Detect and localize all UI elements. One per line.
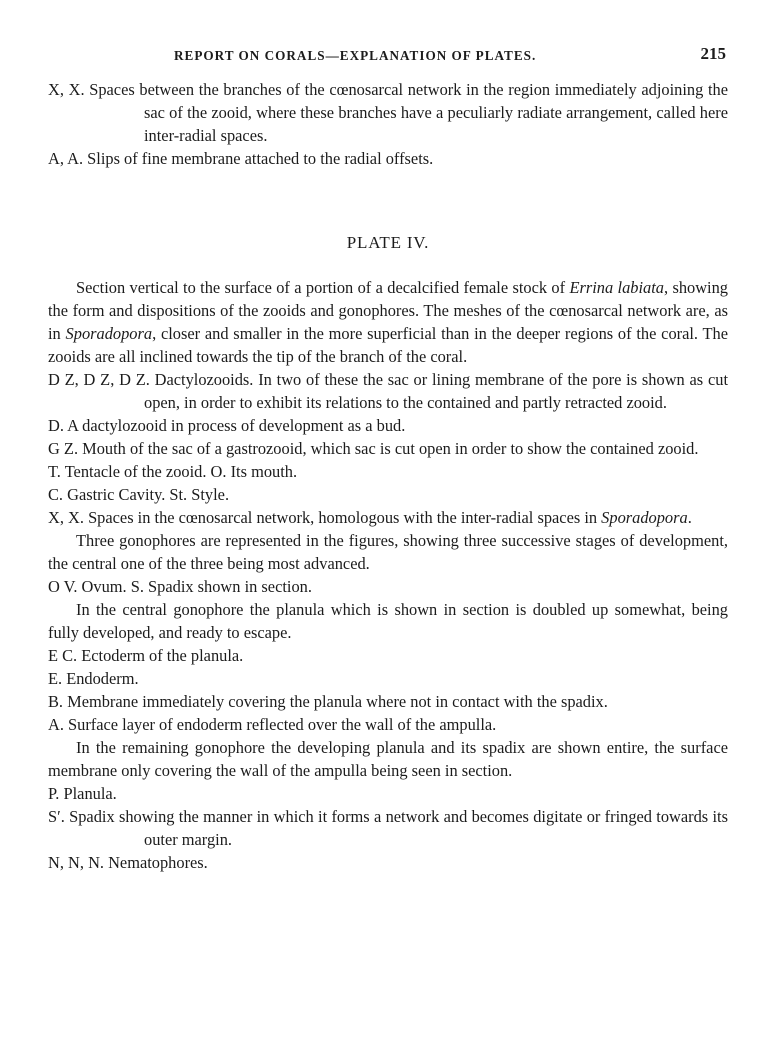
legend-entry: E C. Ectoderm of the planula. — [48, 646, 244, 665]
legend-entry: B. Membrane immediately covering the planula where not in contact with the spadix. — [48, 692, 608, 711]
paragraph-remaining-gonophore: In the remaining gonophore the developing planula and its spadix are shown entire, the surface membrane only covering the wall of the ampulla being seen in section. — [48, 738, 728, 780]
legend-entry: N, N, N. Nematophores. — [48, 853, 208, 872]
genus-name: Sporadopora — [601, 508, 688, 527]
description-text: , closer and smaller in the more superficial than in the deeper regions of the coral. The zooids are all inclined towards the tip of the branch of the coral. — [48, 324, 728, 366]
plate-description — [48, 276, 728, 368]
legend-entry: T. Tentacle of the zooid. O. Its mouth. — [48, 462, 298, 481]
description-text: , showing the form and dispositions of the zooids and gonophores. The meshes of the cœnosarcal network are, as in — [48, 278, 728, 343]
legend-entry: A, A. Slips of fine membrane attached to the radial offsets. — [48, 149, 434, 168]
legend-entry: D Z, D Z, D Z. Dactylozooids. In two of these the sac or lining membrane of the pore is shown as cut open, in order to exhibit its relations to the contained and partly retracted zooid. — [48, 370, 728, 412]
genus-name: Sporadopora — [65, 324, 153, 343]
legend-entry: A. Surface layer of endoderm reflected over the wall of the ampulla. — [48, 715, 497, 734]
legend-entry: G Z. Mouth of the sac of a gastrozooid, which sac is cut open in order to show the contained zooid. — [48, 439, 699, 458]
legend-entry: D. A dactylozooid in process of development as a bud. — [48, 416, 406, 435]
legend-entry: O V. Ovum. S. Spadix shown in section. — [48, 577, 312, 596]
species-name: Errina labiata — [569, 278, 664, 297]
legend-text: X, X. Spaces in the cœnosarcal network, homologous with the inter-radial spaces in — [48, 508, 602, 527]
legend-entry: X, X. Spaces between the branches of the cœnosarcal network in the region immediately adjoining the sac of the zooid, where these branches have a peculiarly radiate arrangement, called here inter-radial spaces. — [48, 80, 728, 145]
legend-entry: S′. Spadix showing the manner in which it forms a network and becomes digitate or fringed towards its outer margin. — [48, 807, 728, 849]
legend-entry — [48, 506, 728, 529]
document-page — [48, 44, 728, 874]
running-header — [48, 44, 728, 68]
running-title: REPORT ON CORALS—EXPLANATION OF PLATES. — [174, 48, 537, 63]
paragraph-central-gonophore: In the central gonophore the planula which is shown in section is doubled up somewhat, being fully developed, and ready to escape. — [48, 600, 728, 642]
legend-entry: P. Planula. — [48, 784, 117, 803]
description-text: Section vertical to the surface of a portion of a decalcified female stock of — [76, 278, 570, 297]
legend-entry: E. Endoderm. — [48, 669, 139, 688]
page-number: 215 — [700, 44, 726, 63]
paragraph-gonophores: Three gonophores are represented in the figures, showing three successive stages of development, the central one of the three being most advanced. — [48, 531, 728, 573]
plate-heading: PLATE IV. — [346, 233, 430, 252]
legend-entry: C. Gastric Cavity. St. Style. — [48, 485, 230, 504]
legend-text: . — [687, 508, 692, 527]
